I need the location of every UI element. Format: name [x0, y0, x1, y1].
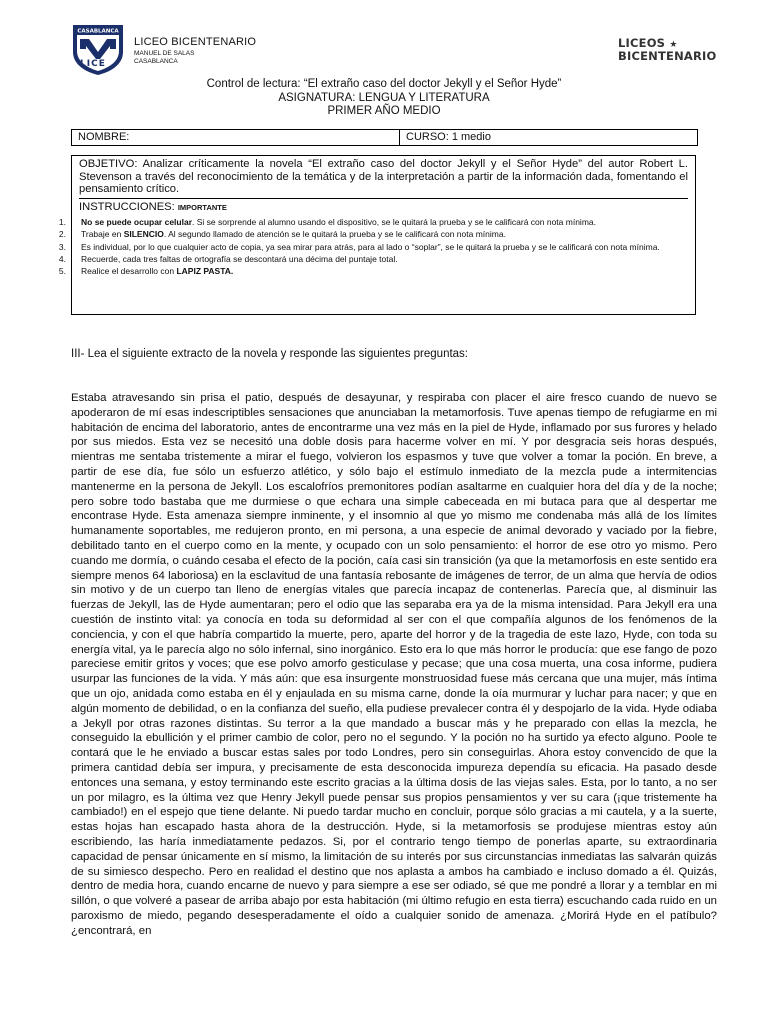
important-label: IMPORTANTE — [177, 202, 227, 212]
school-subtitle-1: MANUEL DE SALAS — [134, 50, 195, 57]
instructions-list — [58, 216, 692, 277]
instructions-heading — [79, 201, 688, 213]
school-logo-text: CASABLANCA — [77, 28, 119, 35]
document-title — [0, 78, 768, 119]
liceos-bicentenario-logo — [618, 38, 717, 62]
school-name: LICEO BICENTENARIO — [134, 36, 257, 48]
school-name-block — [134, 36, 256, 65]
instruction-number: 3. — [58, 241, 66, 252]
title-line-2: ASIGNATURA: LENGUA Y LITERATURA — [278, 91, 490, 104]
instruction-item — [58, 216, 692, 228]
school-logo — [70, 22, 126, 76]
instruction-item — [58, 228, 692, 240]
instruction-number: 2. — [58, 229, 66, 240]
course-label: CURSO: 1 medio — [406, 131, 491, 143]
title-line-3: PRIMER AÑO MEDIO — [327, 105, 441, 117]
name-field[interactable] — [72, 130, 400, 145]
instruction-number: 4. — [58, 253, 66, 264]
brand-line-2: BICENTENARIO — [618, 49, 717, 63]
instruction-bold: No se puede ocupar celular — [81, 217, 193, 227]
instruction-item — [58, 253, 692, 265]
instruction-bold: SILENCIO — [123, 229, 164, 240]
instruction-text: Es individual, por lo que cualquier acto de copia, ya sea mirar para atrás, para al lado o “soplar”, se le quitará la prueba y se le calificará con nota mínima. — [81, 241, 660, 252]
svg-text:LICE: LICE — [80, 59, 106, 69]
novel-excerpt: Estaba atravesando sin prisa el patio, después de desayunar, y respiraba con placer el aire fresco cuando de nuevo se apoderaron de mí esas indescriptibles sensaciones que anunciaban la metamorfosis. Tuve apenas tiempo de refugiarme en mi habitación de encima del laboratorio, antes de encontrarme una vez más en la piel de Hyde, inflamado por sus furores y helado por sus miedos. Esta vez se necesitó una doble dosis para hacerme volver en mí. Y por desgracia seis horas después, mientras me sentaba tristemente a mirar el fuego, volvieron los espasmos y tuve que volver a tomar la poción. En breve, a partir de ese día, fue sólo un esfuerzo atlético, y sólo bajo el estímulo inmediato de la mezcla pude a intermitencias mantenerme en la persona de Jekyll. Los escalofríos premonitores podían asaltarme en cualquier hora del día y de la noche; pero sobre todo bastaba que me durmiese o que echara una simple cabeceada en mi butaca para que al despertar me encontrase Hyde. Esta amenaza siempre inminente, y el insomnio al que yo mismo me condenaba más allá de los límites humanamente soportables, me redujeron pronto, en mi persona, a una especie de animal devorado y vaciado por la fiebre, debilitado tanto en el cuerpo como en la mente, y ocupado con un solo pensamiento: el horror de ese otro yo mismo. Pero cuando me dormía, o cuándo cesaba el efecto de la poción, caía casi sin transición (ya que la metamorfosis en este sentido era siempre menos 64 laboriosa) en la esclavitud de una fantasía rebosante de imágenes de terror, de un alma que hervía de odios sin motivo y de un cuerpo tan lleno de energías vitales que parecía incapaz de contenerlas. Parecía que, al disminuir las fuerzas de Jekyll, las de Hyde aumentaran; pero el odio que las separaba era ya de la misma intensidad. Para Jekyll era una cuestión de instinto vital: ya conocía en toda su deformidad al ser con el que compañía algunos de los fenómenos de la conciencia, y con el que habría compartido la muerte, pero, aparte del horror y de la tragedia de este lazo, Hyde, con toda su energía vital, ya le parecía algo no sólo infernal, sino inorgánico. Esto era lo que más horror le producía: que ese fango de pozo pareciese emitir gritos y voces; que ese polvo amorfo gesticulase y pecase; que una cosa muerta, una cosa informe, pudiera usurpar las funciones de la vida. Y más aún: que esa insurgente monstruosidad fuese más cercana que una mujer, más íntima que un ojo, anidada como estaba en él y enjaulada en su misma carne, donde la oía murmurar y luchar para nacer; y que en algún momento de debilidad, o en la confianza del sueño, ella pudiese prevalecer contra él y despojarlo de la vida. Hyde odiaba a Jekyll por otras razones distintas. Su terror a la que mandado a buscar más y he preparado con ellas la mezcla, he conseguido la ebullición y el primer cambio de color, pero no el segundo. Y la poción no ha surtido ya efecto alguno. Poole te contará que le he enviado a buscar estas sales por todo Londres, pero sin conseguirlas. Ahora estoy convencido de que la primera cantidad debía ser impura, y precisamente de esta desconocida impureza dependía su eficacia. Ha pasado desde entonces una semana, y estoy terminando este escrito gracias a la última dosis de las viejas sales. Esta, por lo tanto, a no ser un por milagro, es la última vez que Henry Jekyll puede pensar sus propios pensamientos y ver su cara (¡que tristemente ha cambiado!) en el espejo que tiene delante. Ni puedo tardar mucho en concluir, porque sólo gracias a mi cautela, y a la suerte, estas hojas han escapado hasta ahora de la destrucción. Hyde, si la metamorfosis se produjese mientras estoy aún escribiendo, las haría inmediatamente pedazos. Si, por el contrario tengo tiempo de ponerlas aparte, su extraordinaria capacidad de pensar únicamente en sí mismo, la limitación de su interés por sus circunstancias inmediatas las salvarán quizás de su simiesco despecho. Pero en realidad el destino que nos aplasta a ambos ha cambiado e incluso domado a él. Quizás, dentro de media hora, cuando encarne de nuevo y para siempre a ese ser odiado, sé que me pondré a llorar y a temblar en mi sillón, o que volveré a pasear de arriba abajo por esta habitación (mi último refugio en esta tierra) escuchando cada ruido en un paroxismo de miedo, pegando desesperadamente el oído a cualquier sonido de amenaza. ¿Morirá Hyde en el patíbulo? ¿encontrará, en — [71, 392, 717, 937]
instruction-text: Recuerde, cada tres faltas de ortografía se descontará una décima del puntaje total. — [81, 253, 398, 264]
instruction-number: 5. — [58, 266, 66, 277]
course-field[interactable] — [400, 130, 697, 145]
instruction-item — [58, 241, 692, 253]
section-prompt: III- Lea el siguiente extracto de la novela y responde las siguientes preguntas: — [71, 348, 468, 360]
instructions-label: INSTRUCCIONES: — [79, 200, 175, 213]
instruction-item — [58, 265, 692, 277]
title-line-1: Control de lectura: “El extraño caso del doctor Jekyll y el Señor Hyde” — [206, 78, 562, 90]
instruction-text: . Si se sorprende al alumno usando el dispositivo, se le quitará la prueba y se le calificará con nota mínima. — [192, 217, 596, 227]
star-icon: ★ — [669, 40, 678, 50]
objective-instructions-box — [58, 155, 696, 315]
instruction-text-2: . Al segundo llamado de atención se le quitará la prueba y se le calificará con nota mínima. — [163, 229, 506, 240]
instruction-number: 1. — [58, 217, 66, 227]
student-info-row — [71, 129, 698, 146]
name-label: NOMBRE: — [78, 131, 130, 143]
brand-line-1: LICEOS — [618, 36, 666, 50]
instruction-text: Realice el desarrollo con — [81, 266, 177, 277]
school-subtitle-2: CASABLANCA — [134, 58, 178, 65]
objective-text: OBJETIVO: Analizar críticamente la novela “El extraño caso del doctor Jekyll y el Señor Hyde” del autor Robert L. Stevenson a través del reconocimiento de la temática y de la interpretación a partir de la información dada, fomentando el pensamiento crítico. — [79, 158, 688, 199]
instruction-bold: LAPIZ PASTA. — [176, 266, 234, 277]
instruction-text: Trabaje en — [81, 229, 124, 240]
